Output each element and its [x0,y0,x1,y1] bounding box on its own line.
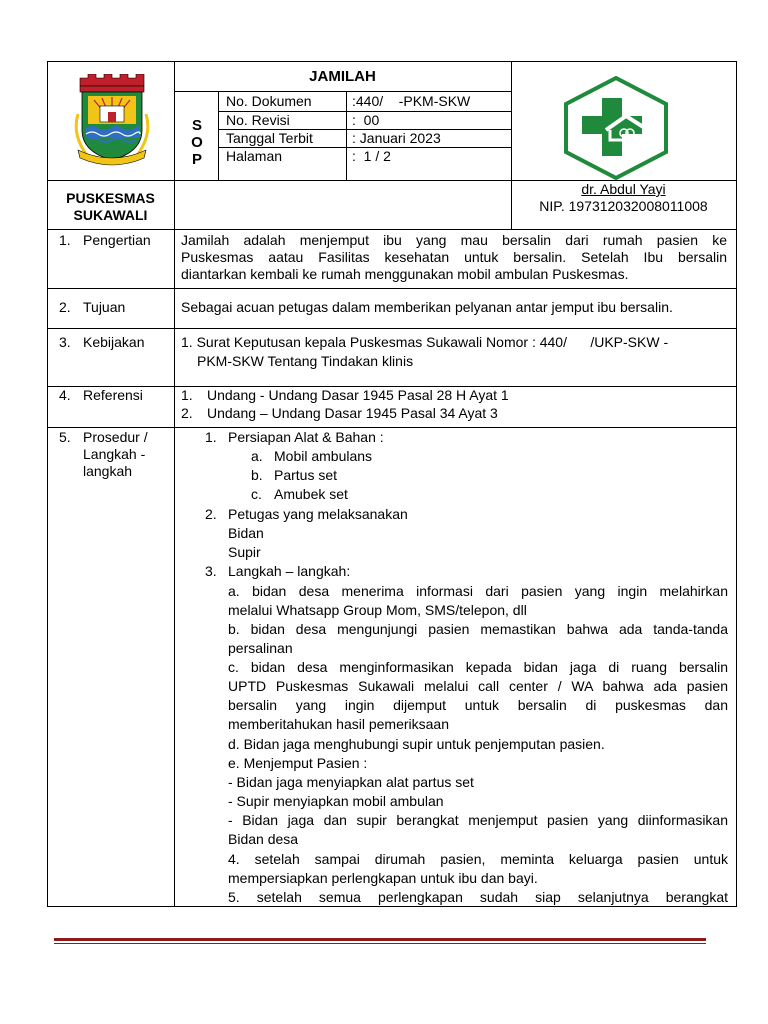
regency-coat-of-arms-logo [72,74,152,166]
step1-item-b-num: b. [251,467,263,483]
procedure-line-6: UPTD Puskesmas Sukawali melalui call center / WA bahwa ada pasien [228,678,728,694]
step1-item-b: Partus set [274,467,338,483]
document-title: JAMILAH [309,68,376,85]
procedure-line-11: - Bidan jaga menyiapkan alat partus set [228,774,474,790]
meta-value-page: : 1 / 2 [352,148,391,164]
procedure-line-8: memberitahukan hasil pemeriksaan [228,716,449,732]
procedure-line-16: mempersiapkan perlengkapan untuk ibu dan bayi. [228,870,538,886]
sop-letter-o: O [191,134,203,151]
pengertian-line-3: diantarkan kembali ke rumah menggunakan mobil ambulan Puskesmas. [181,266,629,282]
puskesmas-logo [562,76,670,180]
signer-name: dr. Abdul Yayi [581,181,666,197]
step3-number: 3. [205,563,217,579]
section-label-prosedur-1: Prosedur / [83,429,148,445]
section-number-4: 4. [59,387,71,403]
section-label-prosedur-2: Langkah - [83,446,146,462]
sop-letter-p: P [191,151,202,168]
procedure-line-12: - Supir menyiapkan mobil ambulan [228,793,444,809]
procedure-line-1: a. bidan desa menerima informasi dari pasien yang ingin melahirkan [228,583,728,599]
tujuan-text: Sebagai acuan petugas dalam memberikan pelyanan antar jemput ibu bersalin. [181,299,673,315]
meta-label-page: Halaman [226,148,283,164]
kebijakan-line-1: 1. Surat Keputusan kepala Puskesmas Sukawali Nomor : 440/ /UKP-SKW - [181,334,669,350]
referensi-item-2: Undang – Undang Dasar 1945 Pasal 34 Ayat 3 [207,405,498,421]
procedure-line-13: - Bidan jaga dan supir berangkat menjemput pasien yang diinformasikan [228,812,728,828]
meta-label-revision: No. Revisi [226,112,290,128]
procedure-line-9: d. Bidan jaga menghubungi supir untuk penjemputan pasien. [228,736,605,752]
step2-number: 2. [205,506,217,522]
step2-staff-supir: Supir [228,544,261,560]
procedure-line-5: c. bidan desa menginformasikan kepada bidan jaga di ruang bersalin [228,659,728,675]
org-name-line2: SUKAWALI [73,207,148,223]
section-label-pengertian: Pengertian [83,232,151,248]
section-number-1: 1. [59,232,71,248]
procedure-line-15: 4. setelah sampai dirumah pasien, meminta keluarga pasien untuk [228,851,728,867]
meta-label-issue-date: Tanggal Terbit [226,130,313,146]
step2-staff-bidan: Bidan [228,525,264,541]
kebijakan-line-2: PKM-SKW Tentang Tindakan klinis [197,353,414,369]
procedure-line-10: e. Menjemput Pasien : [228,755,368,771]
referensi-item-num-1: 1. [181,387,193,403]
procedure-line-3: b. bidan desa mengunjungi pasien memastikan bahwa ada tanda-tanda [228,621,728,637]
referensi-item-num-2: 2. [181,405,193,421]
section-number-2: 2. [59,299,71,315]
meta-value-issue-date: : Januari 2023 [352,130,441,146]
pengertian-line-2: Puskesmas aatau Fasilitas kesehatan untuk bersalin. Setelah Ibu bersalin [181,249,727,265]
step1-item-a: Mobil ambulans [274,448,373,464]
step1-item-c: Amubek set [274,486,348,502]
meta-value-revision: : 00 [352,112,380,128]
section-number-5: 5. [59,429,71,445]
step3-title: Langkah – langkah: [228,563,351,579]
step1-item-c-num: c. [251,486,262,502]
meta-label-document-number: No. Dokumen [226,93,312,109]
referensi-item-1: Undang - Undang Dasar 1945 Pasal 28 H Ayat 1 [207,387,509,403]
procedure-line-2: melalui Whatsapp Group Mom, SMS/telepon, dll [228,602,527,618]
signer-nip: NIP. 197312032008011008 [539,198,708,214]
section-label-referensi: Referensi [83,387,143,403]
step2-title: Petugas yang melaksanakan [228,506,408,522]
sop-letter-s: S [191,117,202,134]
section-label-kebijakan: Kebijakan [83,334,145,350]
procedure-line-7: bersalin yang ingin dijemput untuk bersalin di puskesmas dan [228,697,728,713]
step1-title: Persiapan Alat & Bahan : [228,429,384,445]
section-label-tujuan: Tujuan [83,299,126,315]
procedure-line-4: persalinan [228,640,293,656]
procedure-line-14: Bidan desa [228,831,299,847]
section-number-3: 3. [59,334,71,350]
org-name-line1: PUSKESMAS [66,190,155,206]
step1-number: 1. [205,429,217,445]
procedure-line-17: 5. setelah semua perlengkapan sudah siap selanjutnya berangkat [228,889,728,905]
step1-item-a-num: a. [251,448,263,464]
section-label-prosedur-3: langkah [83,463,133,479]
pengertian-line-1: Jamilah adalah menjemput ibu yang mau bersalin dari rumah pasien ke [181,232,727,248]
meta-value-document-number: :440/ -PKM-SKW [352,93,471,109]
